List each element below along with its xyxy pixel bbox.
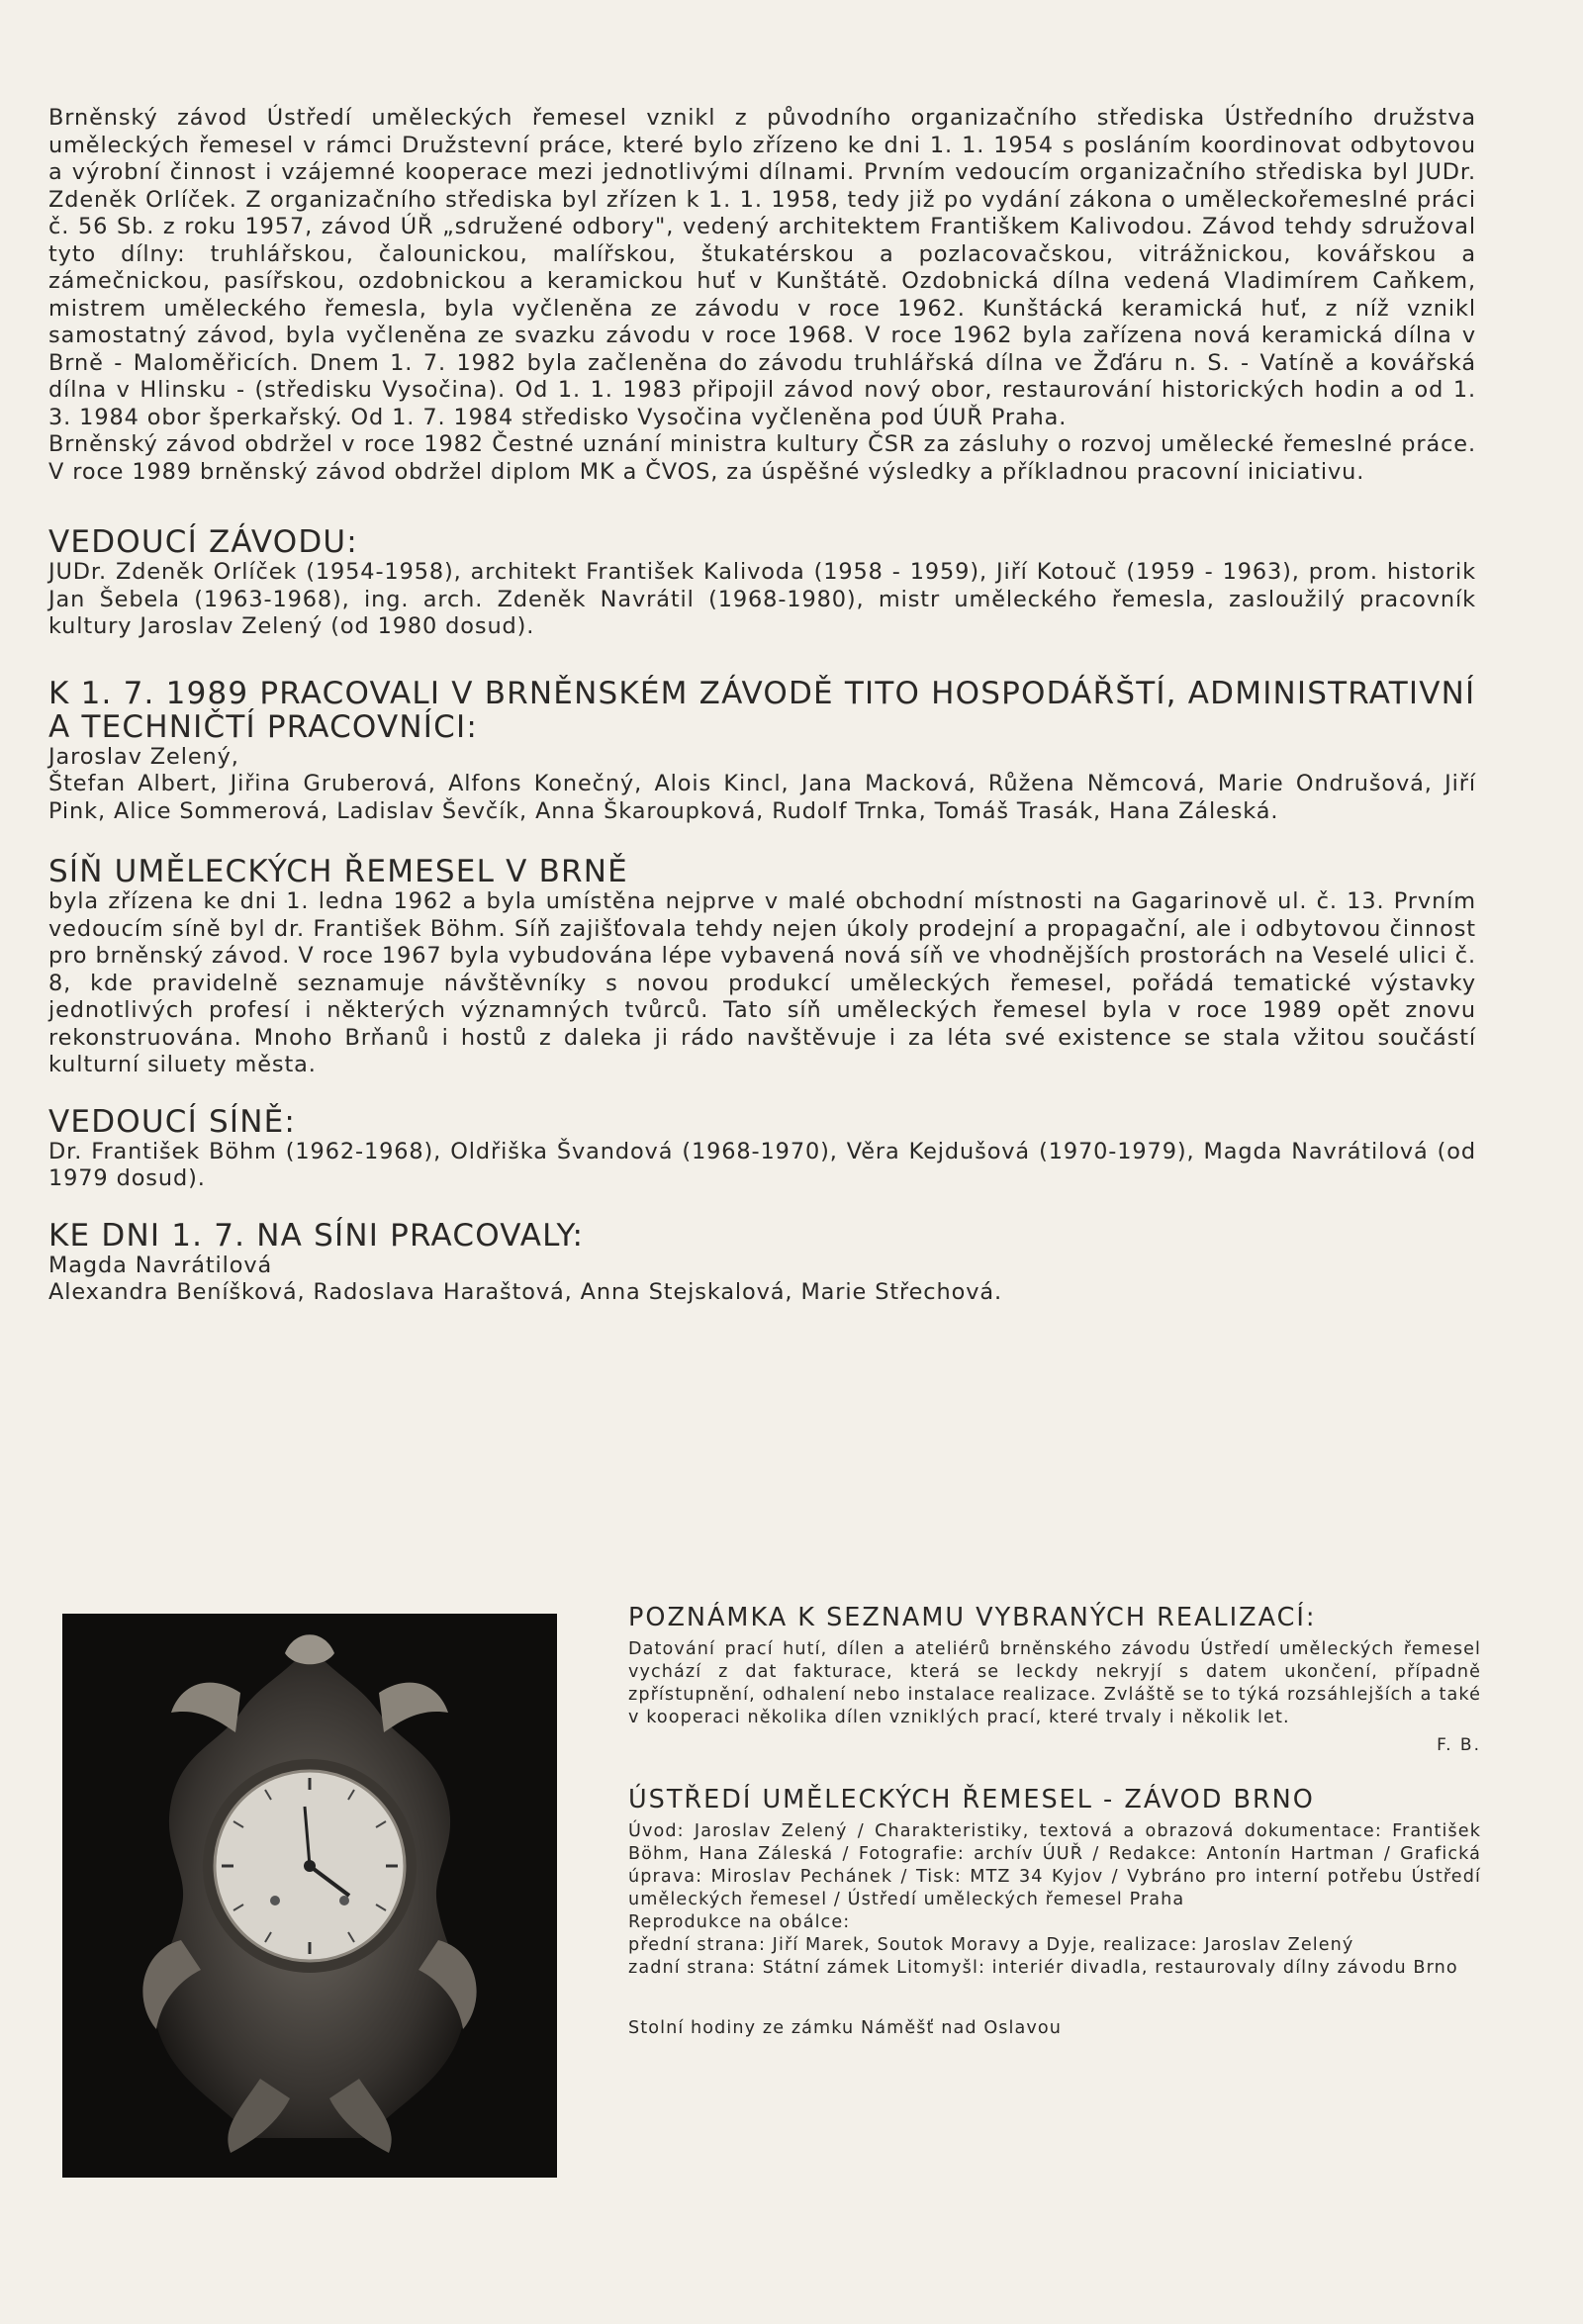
colophon-text: Úvod: Jaroslav Zelený / Charakteristiky, textová a obrazová dokumentace: František Böhm, Hana Záleská / Fotografie: archív ÚUŘ / Redakce: Antonín Hartman / Grafická úprava: Miroslav Pechánek / Tisk: MTZ 34 Kyjov / Vybráno pro interní potřebu Ústředí uměleckých řemesel / Ústředí uměleckých řemesel Praha bbox=[628, 1821, 1481, 1909]
note-text: Datování prací hutí, dílen a ateliérů brněnského závodu Ústředí uměleckých řemesel vychází z dat fakturace, která se leckdy nekryjí s datem ukončení, případně zpřístupnění, odhalení nebo instalace realizace. Zvláště se to týká rozsáhlejších a také v kooperaci několika dílen vzniklých prací, které trvaly i několik let. bbox=[628, 1639, 1481, 1727]
section-text: Alexandra Beníšková, Radoslava Haraštová, Anna Stejskalová, Marie Střechová. bbox=[48, 1279, 1002, 1305]
cover-line: zadní strana: Státní zámek Litomyšl: interiér divadla, restaurovaly dílny závodu Brno bbox=[628, 1958, 1458, 1978]
section-heading: K 1. 7. 1989 PRACOVALI V BRNĚNSKÉM ZÁVODĚ TITO HOSPODÁŘŠTÍ, ADMINISTRATIVNÍ A TECHNIČTÍ PRACOVNÍCI: bbox=[48, 675, 1476, 745]
section-text: JUDr. Zdeněk Orlíček (1954-1958), architekt František Kalivoda (1958 - 1959), Jiří Kotouč (1959 - 1963), prom. historik Jan Šebela (1963-1968), ing. arch. Zdeněk Navrátil (1968-1980), mistr uměleckého řemesla, zasloužilý pracovník kultury Jaroslav Zelený (od 1980 dosud). bbox=[48, 559, 1476, 639]
section-heading: VEDOUCÍ ZÁVODU: bbox=[48, 524, 358, 560]
colophon-heading: ÚSTŘEDÍ UMĚLECKÝCH ŘEMESEL - ZÁVOD BRNO bbox=[628, 1785, 1315, 1814]
clock-photo bbox=[62, 1614, 557, 2178]
photo-caption: Stolní hodiny ze zámku Náměšť nad Oslavou bbox=[628, 2018, 1063, 2038]
ornate-clock-image bbox=[62, 1614, 557, 2178]
section-gallery-managers bbox=[48, 1105, 1476, 1193]
cover-line: Reprodukce na obálce: bbox=[628, 1912, 851, 1932]
section-heading: KE DNI 1. 7. NA SÍNI PRACOVALY: bbox=[48, 1217, 585, 1254]
main-text-column bbox=[48, 105, 1476, 1307]
section-text: Magda Navrátilová bbox=[48, 1252, 273, 1278]
section-gallery-staff bbox=[48, 1219, 1476, 1307]
section-text: byla zřízena ke dni 1. ledna 1962 a byla umístěna nejprve v malé obchodní místnosti na Gagarinově ul. č. 13. Prvním vedoucím síně byl dr. František Böhm. Síň zajišťovala tehdy nejen úkoly prodejní a propagační, ale i odbytovou činnost pro brněnský závod. V roce 1967 byla vybudována lépe vybavená nová síň ve vhodnějších prostorách na Veselé ulici č. 8, kde pravidelně seznamuje návštěvníky s novou produkcí uměleckých řemesel, pořádá tematické výstavky jednotlivých profesí i některých významných tvůrců. Tato síň uměleckých řemesel byla v roce 1989 opět znovu rekonstruována. Mnoho Brňanů i hostů z daleka ji rádo navštěvuje i za léta své existence se stala vžitou součástí kulturní siluety města. bbox=[48, 888, 1476, 1077]
note-heading: POZNÁMKA K SEZNAMU VYBRANÝCH REALIZACÍ: bbox=[628, 1603, 1317, 1632]
section-text: Štefan Albert, Jiřina Gruberová, Alfons Konečný, Alois Kincl, Jana Macková, Růžena Němcová, Marie Ondrušová, Jiří Pink, Alice Sommerová, Ladislav Ševčík, Anna Škaroupková, Rudolf Trnka, Tomáš Trasák, Hana Záleská. bbox=[48, 771, 1476, 824]
note-signature: F. B. bbox=[1437, 1735, 1481, 1755]
section-plant-managers bbox=[48, 525, 1476, 641]
section-gallery bbox=[48, 855, 1476, 1079]
section-staff bbox=[48, 677, 1476, 826]
cover-line: přední strana: Jiří Marek, Soutok Moravy a Dyje, realizace: Jaroslav Zelený bbox=[628, 1935, 1354, 1955]
intro-paragraph-1: Brněnský závod Ústředí uměleckých řemesel vznikl z původního organizačního střediska Ústředního družstva uměleckých řemesel v rámci Družstevní práce, které bylo zřízeno ke dni 1. 1. 1954 s posláním koordinovat odbytovou a výrobní činnost i vzájemné kooperace mezi jednotlivými dílnami. Prvním vedoucím organizačního střediska byl JUDr. Zdeněk Orlíček. Z organizačního střediska byl zřízen k 1. 1. 1958, tedy již po vydání zákona o uměleckořemeslné práci č. 56 Sb. z roku 1957, závod ÚŘ „sdružené odbory", vedený architektem Františkem Kalivodou. Závod tehdy sdružoval tyto dílny: truhlářskou, čalounickou, malířskou, štukatérskou a pozlacovačskou, vitrážnickou, kovářskou a zámečnickou, pasířskou, ozdobnickou a keramickou huť v Kunštátě. Ozdobnická dílna vedená Vladimírem Caňkem, mistrem uměleckého řemesla, byla vyčleněna ze závodu v roce 1962. Kunštácká keramická huť, z níž vznikl samostatný závod, byla vyčleněna ze svazku závodu v roce 1968. V roce 1962 byla zařízena nová keramická dílna v Brně - Maloměřicích. Dnem 1. 7. 1982 byla začleněna do závodu truhlářská dílna ve Žďáru n. S. - Vatíně a kovářská dílna v Hlinsku - (středisku Vysočina). Od 1. 1. 1983 připojil závod nový obor, restaurování historických hodin a od 1. 3. 1984 obor šperkařský. Od 1. 7. 1984 středisko Vysočina vyčleněna pod ÚUŘ Praha. bbox=[48, 105, 1476, 430]
intro-paragraph-2: Brněnský závod obdržel v roce 1982 Čestné uznání ministra kultury ČSR za zásluhy o rozvoj umělecké řemeslné práce. V roce 1989 brněnský závod obdržel diplom MK a ČVOS, za úspěšné výsledky a příkladnou pracovní iniciativu. bbox=[48, 431, 1476, 485]
right-column bbox=[628, 1603, 1481, 2039]
section-heading: SÍŇ UMĚLECKÝCH ŘEMESEL V BRNĚ bbox=[48, 854, 628, 889]
section-text: Jaroslav Zelený, bbox=[48, 743, 239, 770]
section-heading: VEDOUCÍ SÍNĚ: bbox=[48, 1103, 297, 1140]
section-text: Dr. František Böhm (1962-1968), Oldřiška Švandová (1968-1970), Věra Kejdušová (1970-1979), Magda Navrátilová (od 1979 dosud). bbox=[48, 1138, 1476, 1191]
